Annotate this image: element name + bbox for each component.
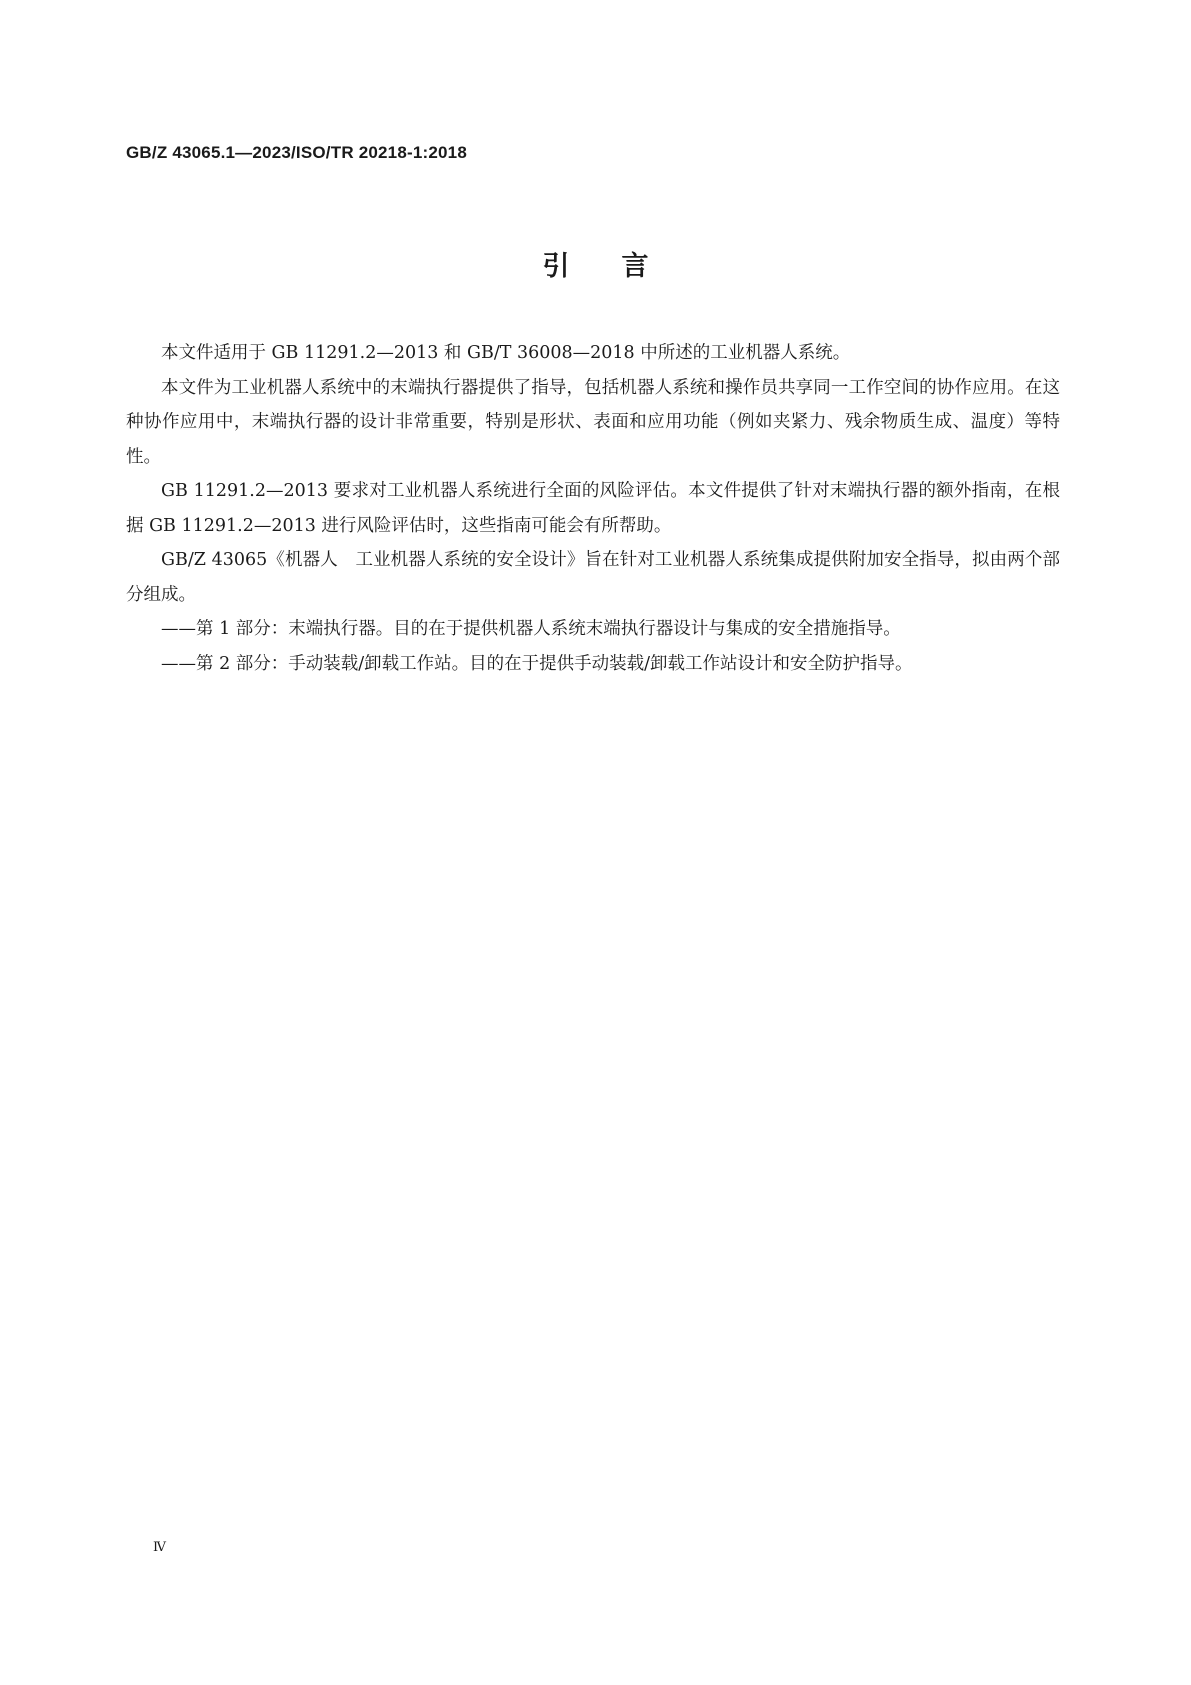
paragraph-guidance: 本文件为工业机器人系统中的末端执行器提供了指导，包括机器人系统和操作员共享同一工作空间的协作应用。在这种协作应用中，末端执行器的设计非常重要，特别是形状、表面和应用功能（例如夹紧力、残余物质生成、温度）等特性。 bbox=[126, 377, 1060, 467]
section-title-char-1: 引 bbox=[542, 251, 570, 282]
page-number: Ⅳ bbox=[153, 1540, 166, 1555]
document-standard-code: GB/Z 43065.1—2023/ISO/TR 20218-1:2018 bbox=[126, 143, 467, 162]
introduction-body bbox=[126, 336, 1060, 681]
list-item-part-1: ——第 1 部分：末端执行器。目的在于提供机器人系统末端执行器设计与集成的安全措施指导。 bbox=[161, 619, 901, 639]
list-item-part-2: ——第 2 部分：手动装载/卸载工作站。目的在于提供手动装载/卸载工作站设计和安全防护指导。 bbox=[161, 653, 913, 674]
paragraph-series-overview: GB/Z 43065《机器人 工业机器人系统的安全设计》旨在针对工业机器人系统集成提供附加安全指导，拟由两个部分组成。 bbox=[126, 550, 1060, 605]
section-title-char-2: 言 bbox=[621, 251, 649, 282]
paragraph-scope: 本文件适用于 GB 11291.2—2013 和 GB/T 36008—2018 中所述的工业机器人系统。 bbox=[161, 343, 851, 363]
section-title bbox=[0, 244, 1191, 283]
paragraph-risk-assessment: GB 11291.2—2013 要求对工业机器人系统进行全面的风险评估。本文件提供了针对末端执行器的额外指南，在根据 GB 11291.2—2013 进行风险评估时，这些指南可能会有所帮助。 bbox=[126, 481, 1060, 536]
